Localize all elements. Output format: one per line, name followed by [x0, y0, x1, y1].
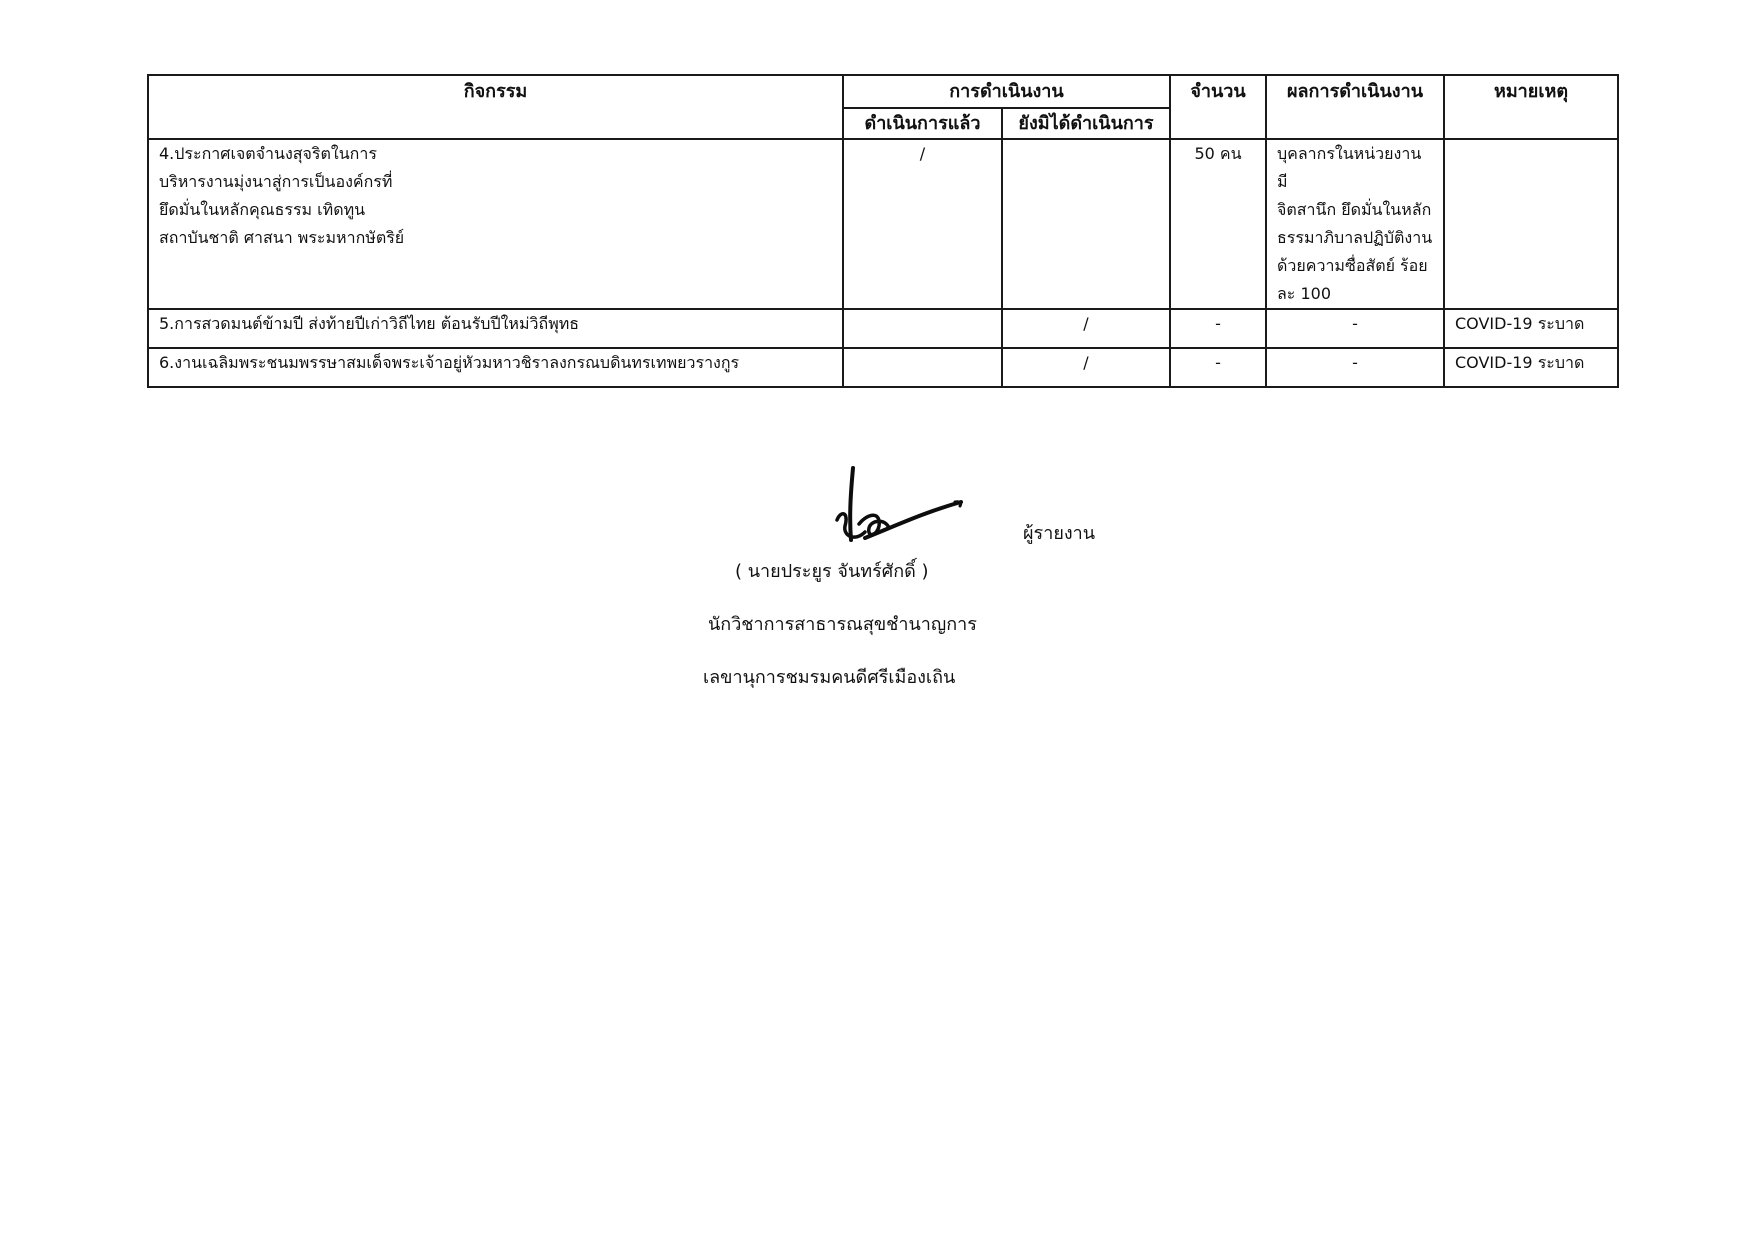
header-remark: หมายเหตุ: [1444, 75, 1618, 139]
result-cell: [1266, 139, 1444, 309]
remark-cell: COVID-19 ระบาด: [1444, 348, 1618, 387]
table-header-row-1: [148, 75, 1618, 108]
not-done-cell: [1002, 139, 1170, 309]
signatory-name: ( นายประยูร จันทร์ศักดิ์ ): [735, 561, 929, 582]
result-line: บุคลากรในหน่วยงาน มี: [1277, 144, 1422, 191]
activity-line: 5.การสวดมนต์ข้ามปี ส่งท้ายปีเก่าวิถีไทย ต้อนรับปีใหม่วิถีพุทธ: [159, 314, 580, 333]
activity-line: บริหารงานมุ่งนาสู่การเป็นองค์กรที่: [159, 172, 393, 191]
activity-cell: [148, 139, 843, 309]
signatory-organization: เลขานุการชมรมคนดีศรีเมืองเถิน: [703, 667, 956, 688]
activity-line: ยึดมั่นในหลักคุณธรรม เทิดทูน: [159, 200, 366, 219]
result-line: ด้วยความซื่อสัตย์ ร้อย: [1277, 256, 1428, 275]
count-cell: -: [1170, 309, 1266, 348]
remark-cell: [1444, 139, 1618, 309]
header-result: ผลการดำเนินงาน: [1266, 75, 1444, 139]
count-cell: -: [1170, 348, 1266, 387]
activity-line: 4.ประกาศเจตจำนงสุจริตในการ: [159, 144, 377, 163]
result-line: ละ 100: [1277, 284, 1332, 303]
result-line: จิตสานึก ยึดมั่นในหลัก: [1277, 200, 1432, 219]
header-operation-not-done: ยังมิได้ดำเนินการ: [1002, 108, 1170, 139]
signature-role: ผู้รายงาน: [1023, 523, 1096, 544]
not-done-cell: /: [1002, 348, 1170, 387]
result-cell: -: [1266, 309, 1444, 348]
signatory-position: นักวิชาการสาธารณสุขชำนาญการ: [708, 614, 977, 635]
header-operation-done: ดำเนินการแล้ว: [843, 108, 1002, 139]
handwritten-signature: [815, 462, 965, 552]
done-cell: [843, 309, 1002, 348]
activity-cell: [148, 348, 843, 387]
activity-line: สถาบันชาติ ศาสนา พระมหากษัตริย์: [159, 228, 405, 247]
activity-cell: [148, 309, 843, 348]
remark-cell: COVID-19 ระบาด: [1444, 309, 1618, 348]
table-row: [148, 348, 1618, 387]
table-row: [148, 309, 1618, 348]
done-cell: /: [843, 139, 1002, 309]
not-done-cell: /: [1002, 309, 1170, 348]
table-row: [148, 139, 1618, 309]
activity-line: 6.งานเฉลิมพระชนมพรรษาสมเด็จพระเจ้าอยู่หัวมหาวชิราลงกรณบดินทรเทพยวรางกูร: [159, 353, 740, 372]
result-line: ธรรมาภิบาลปฏิบัติงาน: [1277, 228, 1433, 247]
header-activity: กิจกรรม: [148, 75, 843, 139]
count-cell: 50 คน: [1170, 139, 1266, 309]
header-operation: การดำเนินงาน: [843, 75, 1170, 108]
done-cell: [843, 348, 1002, 387]
result-cell: -: [1266, 348, 1444, 387]
header-count: จำนวน: [1170, 75, 1266, 139]
activity-report-table: [147, 74, 1619, 388]
